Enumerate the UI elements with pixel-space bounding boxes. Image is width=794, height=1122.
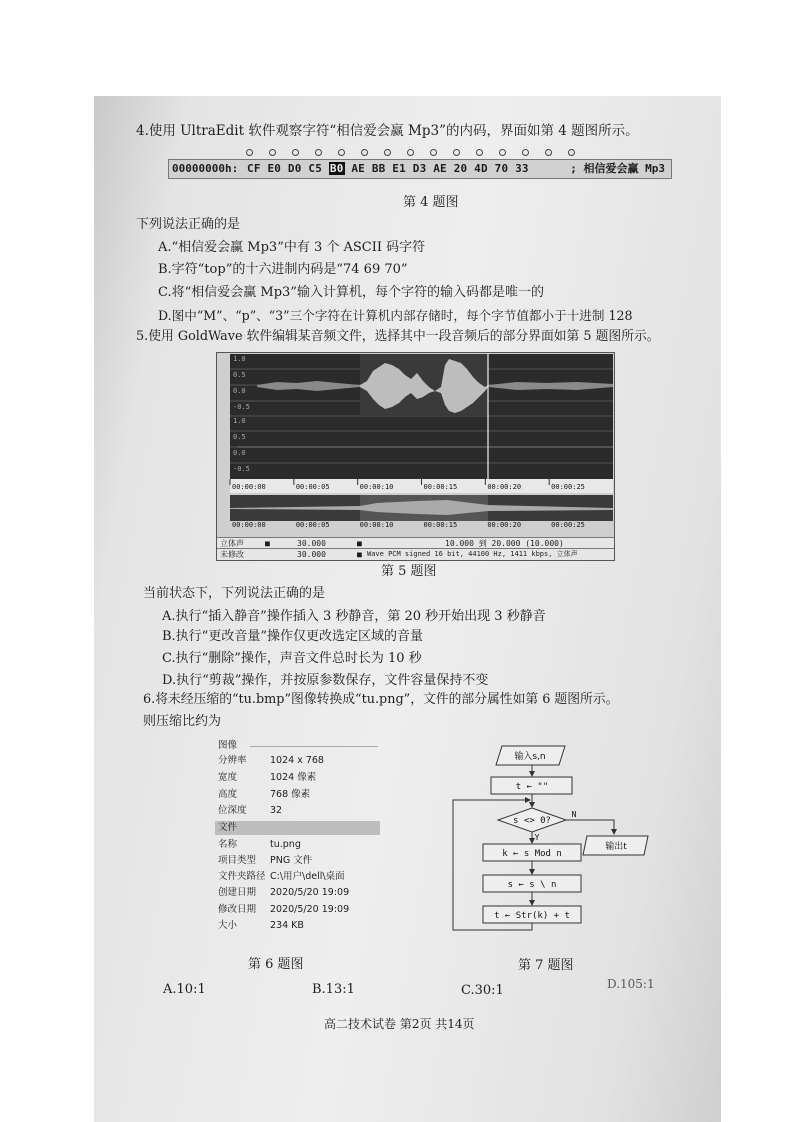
q6-caption: 第 6 题图: [248, 957, 304, 972]
overview-timeline-label: 00:00:25: [551, 521, 585, 529]
flow-yes-label: Y: [534, 833, 540, 842]
q6-option-b: B.13:1: [312, 982, 355, 997]
status-row-2: 未修改 30.000 ■ Wave PCM signed 16 bit, 44100 Hz, 1411 kbps, 立体声: [217, 548, 614, 560]
q4-option-c: C.将“相信爱会赢 Mp3”输入计算机，每个字符的输入码都是唯一的: [158, 285, 544, 300]
prop-key: 项目类型: [218, 855, 257, 866]
prop-key: 分辨率: [218, 755, 247, 766]
prop-value: 768 像素: [270, 789, 311, 800]
prop-value: tu.png: [270, 839, 301, 850]
prop-value: 2020/5/20 19:09: [270, 904, 350, 915]
q5-option-c: C.执行“删除”操作，声音文件总时长为 10 秒: [162, 651, 422, 666]
y-axis-label: -0.5: [233, 403, 250, 411]
y-axis-label: 0.0: [233, 387, 246, 395]
q4-option-b: B.字符“top”的十六进制内码是“74 69 70”: [158, 262, 408, 277]
status-duration-2: 30.000: [297, 550, 326, 559]
q6-option-d: D.105:1: [607, 977, 655, 991]
q7-flowchart: [440, 736, 670, 936]
props-section-image: 图像: [218, 740, 238, 751]
q5-option-b: B.执行“更改音量”操作仅更改选定区域的音量: [162, 629, 423, 644]
status-row-1: 立体声 ■ 30.000 ■ 10.000 到 20.000 (10.000): [217, 537, 614, 549]
overview-timeline-label: 00:00:20: [487, 521, 522, 529]
prop-key: 名称: [218, 839, 238, 850]
prop-key: 位深度: [218, 805, 247, 816]
flow-output-text: 输出t: [605, 842, 627, 852]
ultraedit-hex-bar: [168, 147, 670, 179]
q6-stem2: 则压缩比约为: [143, 714, 222, 729]
prop-value: 1024 x 768: [270, 755, 324, 766]
overview-timeline-label: 00:00:00: [232, 521, 266, 529]
prop-key: 文件夹路径: [218, 871, 266, 882]
hex-chars: ; 相信爱会赢 Mp3: [570, 162, 665, 175]
q4-prompt: 下列说法正确的是: [136, 217, 241, 232]
prop-key: 修改日期: [218, 904, 257, 915]
y-axis-label: 0.5: [233, 371, 246, 379]
q4-option-d: D.图中“M”、“p”、“3”三个字符在计算机内部存储时，每个字节值都小于十进制 128: [158, 308, 633, 323]
hex-bytes-after: AE BB E1 D3 AE 20 4D 70 33: [344, 162, 529, 175]
q6-option-a: A.10:1: [163, 982, 206, 997]
prop-key: 宽度: [218, 772, 238, 783]
y-axis-label: 1.0: [233, 417, 246, 425]
prop-value: 32: [270, 805, 283, 816]
q4-caption: 第 4 题图: [403, 195, 459, 210]
prop-value: 2020/5/20 19:09: [270, 887, 350, 898]
waveform-view: [217, 353, 614, 538]
prop-value: 1024 像素: [270, 772, 317, 783]
page-footer: 高二技术试卷 第2页 共14页: [324, 1017, 475, 1031]
q5-stem: 5.使用 GoldWave 软件编辑某音频文件，选择其中一段音频后的部分界面如第 5 题图所示。: [136, 329, 660, 344]
status-duration: 30.000: [297, 539, 326, 548]
timeline-label: 00:00:20: [487, 483, 522, 491]
hex-bytes: [247, 160, 529, 178]
overview-timeline-label: 00:00:15: [423, 521, 458, 529]
overview-timeline-label: 00:00:05: [295, 521, 330, 529]
timeline-label: 00:00:00: [232, 483, 266, 491]
prop-value: 234 KB: [270, 920, 304, 931]
prop-value: PNG 文件: [270, 855, 313, 866]
q5-prompt: 当前状态下，下列说法正确的是: [143, 586, 326, 601]
q6-stem: 6.将未经压缩的“tu.bmp”图像转换成“tu.png”，文件的部分属性如第 6 题图所示。: [143, 692, 619, 707]
flow-step3-text: t ← Str(k) + t: [494, 911, 570, 921]
flow-no-label: N: [571, 810, 577, 819]
q7-caption: 第 7 题图: [518, 958, 574, 973]
prop-key: 大小: [218, 920, 238, 931]
prop-key: 高度: [218, 789, 238, 800]
status-selection: 10.000 到 20.000 (10.000): [445, 539, 564, 548]
status-format: Wave PCM signed 16 bit, 44100 Hz, 1411 kbps, 立体声: [367, 550, 578, 558]
hex-bytes-before: CF E0 D0 C5: [247, 162, 329, 175]
flow-cond-text: s <> 0?: [513, 816, 551, 826]
overview-timeline-label: 00:00:10: [359, 521, 394, 529]
y-axis-label: 0.0: [233, 449, 246, 457]
q6-option-c: C.30:1: [461, 983, 504, 998]
q5-caption: 第 5 题图: [381, 564, 437, 579]
hex-address: 00000000h:: [172, 162, 239, 175]
prop-value: C:\用户\dell\桌面: [270, 871, 345, 882]
props-section-file: 文件: [218, 822, 238, 833]
timeline-label: 00:00:10: [359, 483, 394, 491]
q4-option-a: A.“相信爱会赢 Mp3”中有 3 个 ASCII 码字符: [158, 240, 426, 255]
timeline-label: 00:00:15: [423, 483, 458, 491]
flow-input-text: 输入s,n: [514, 752, 546, 762]
flow-step1-text: k ← s Mod n: [502, 849, 562, 859]
q4-stem: 4.使用 UltraEdit 软件观察字符“相信爱会赢 Mp3”的内码，界面如第 4 题图所示。: [136, 123, 639, 139]
y-axis-label: 1.0: [233, 355, 246, 363]
timeline-label: 00:00:25: [551, 483, 585, 491]
y-axis-label: 0.5: [233, 433, 246, 441]
y-axis-label: -0.5: [233, 465, 250, 473]
hex-row: [168, 159, 672, 179]
status-state: 未修改: [220, 550, 244, 559]
flow-init-text: t ← "": [515, 782, 549, 792]
timeline-label: 00:00:05: [295, 483, 330, 491]
q5-option-a: A.执行“插入静音”操作插入 3 秒静音，第 20 秒开始出现 3 秒静音: [162, 609, 546, 624]
prop-key: 创建日期: [218, 887, 257, 898]
goldwave-panel: [216, 352, 615, 561]
flow-step2-text: s ← s \ n: [507, 880, 557, 890]
status-mode: 立体声: [220, 539, 244, 548]
hex-byte-highlight: B0: [329, 162, 344, 175]
q5-option-d: D.执行“剪裁”操作，并按原参数保存，文件容量保持不变: [162, 673, 489, 688]
